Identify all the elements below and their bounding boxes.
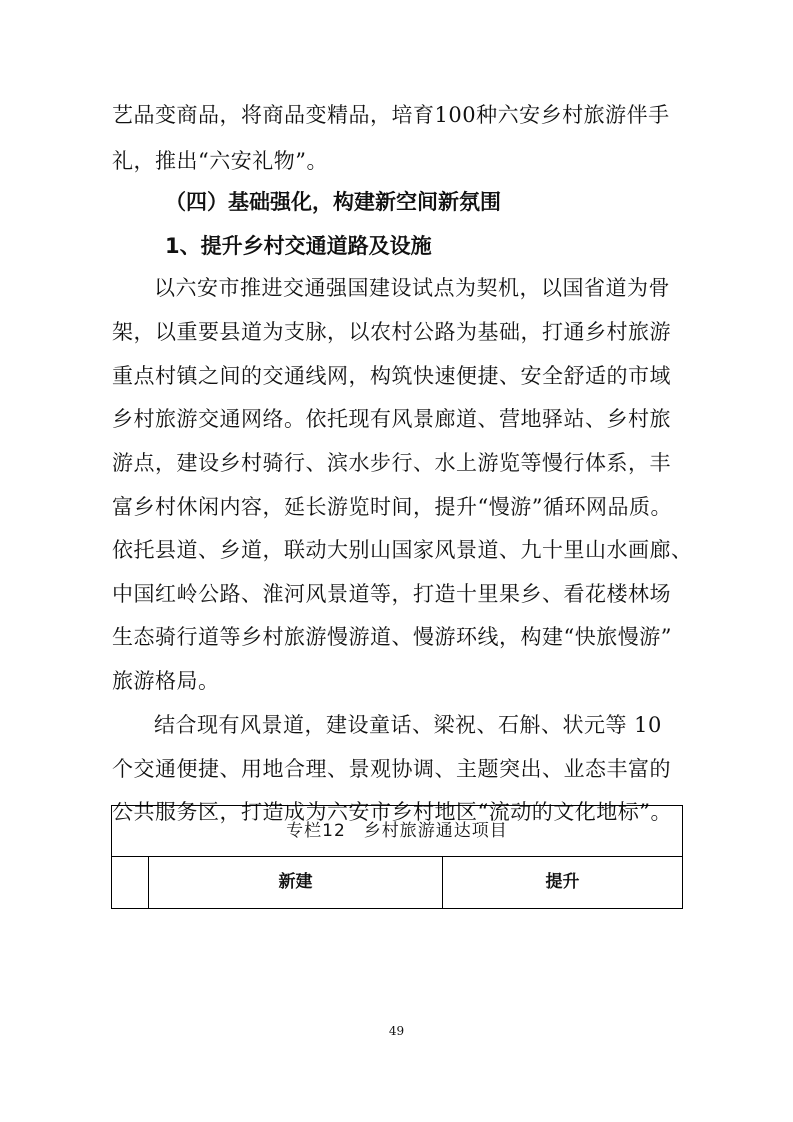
table-title: 专栏12 乡村旅游通达项目 <box>112 806 682 857</box>
section-heading: （四）基础强化，构建新空间新氛围 <box>165 190 501 214</box>
text-line: 生态骑行道等乡村旅游慢游道、慢游环线，构建“快旅慢游” <box>112 625 672 649</box>
text-line: 结合现有风景道，建设童话、梁祝、石斛、状元等 10 <box>154 713 662 737</box>
text-line: 以六安市推进交通强国建设试点为契机，以国省道为骨 <box>154 276 670 300</box>
page-number: 49 <box>388 1024 405 1038</box>
text-line: 旅游格局。 <box>112 669 220 693</box>
text-line: 中国红岭公路、淮河风景道等，打造十里果乡、看花楼林场 <box>112 582 671 606</box>
table-header-row <box>112 857 682 908</box>
text-line: 艺品变商品，将商品变精品，培育100种六安乡村旅游伴手 <box>112 103 670 127</box>
text-line: 公共服务区，打造成为六安市乡村地区“流动的文化地标”。 <box>112 800 672 824</box>
text-line: 重点村镇之间的交通线网，构筑快速便捷、安全舒适的市域 <box>112 364 671 388</box>
text-line: 礼，推出“六安礼物”。 <box>112 149 328 173</box>
text-line: 架，以重要县道为支脉，以农村公路为基础，打通乡村旅游 <box>112 320 671 344</box>
text-line: 个交通便捷、用地合理、景观协调、主题突出、业态丰富的 <box>112 757 671 781</box>
text-line: 富乡村休闲内容，延长游览时间，提升“慢游”循环网品质。 <box>112 495 672 519</box>
table-header-new: 新建 <box>149 857 443 908</box>
table-header-blank <box>112 857 149 908</box>
table-header-upgrade: 提升 <box>545 872 580 892</box>
text-line: 依托县道、乡道，联动大别山国家风景道、九十里山水画廊、 <box>112 538 693 562</box>
text-line: 游点，建设乡村骑行、滨水步行、水上游览等慢行体系，丰 <box>112 451 671 475</box>
text-line: 乡村旅游交通网络。依托现有风景廊道、营地驿站、乡村旅 <box>112 407 671 431</box>
project-table <box>111 805 683 909</box>
subsection-heading: 1、提升乡村交通道路及设施 <box>165 234 432 258</box>
